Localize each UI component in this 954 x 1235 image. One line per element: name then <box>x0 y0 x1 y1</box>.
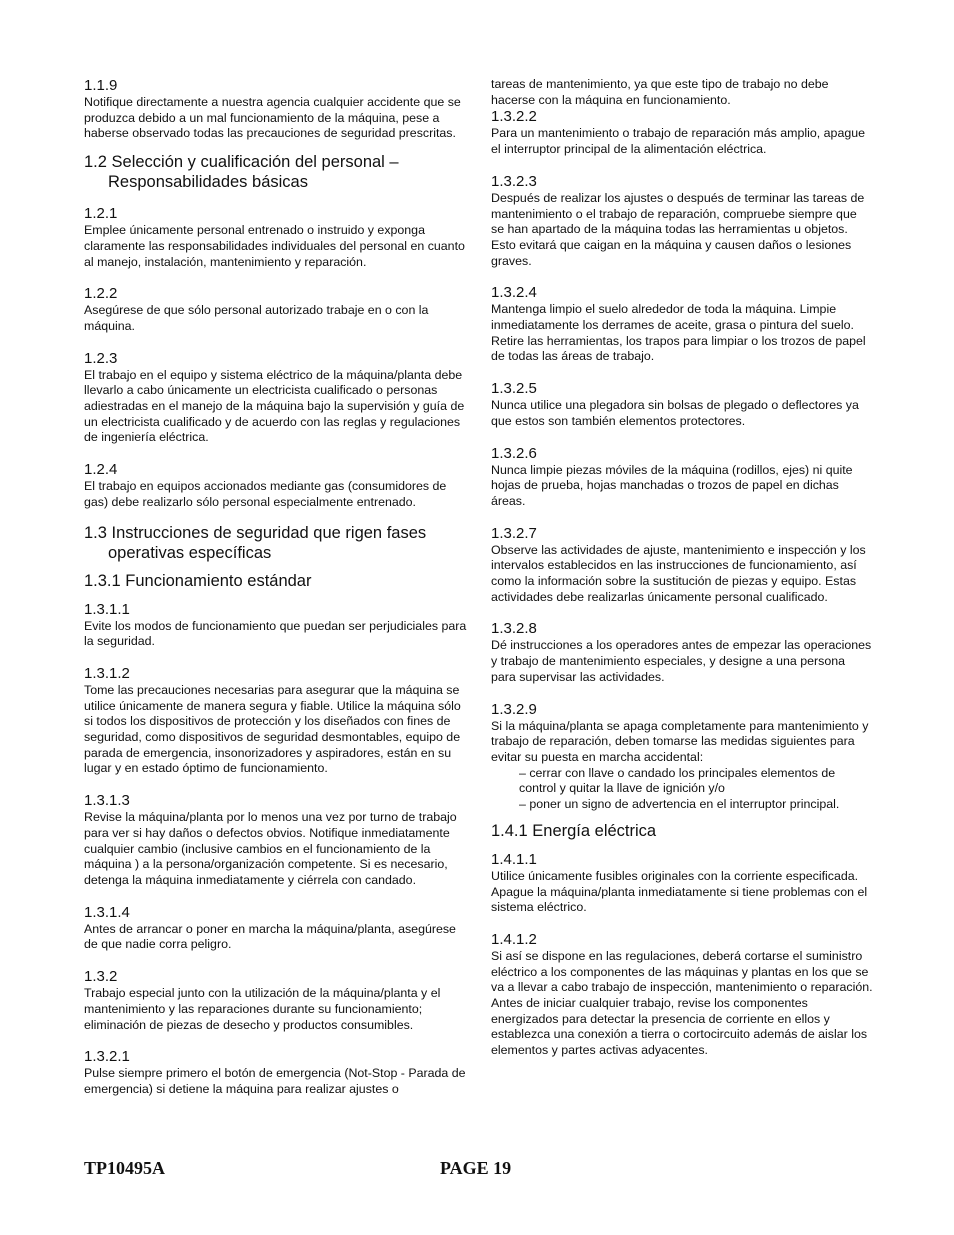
section-text: Asegúrese de que sólo personal autorizado trabaje en o con la máquina. <box>84 303 429 333</box>
section-number: 1.3.2.6 <box>491 444 537 462</box>
section-text: Mantenga limpio el suelo alrededor de toda la máquina. Limpie inmediatamente los derrames de aceite, grasa o pintura del suelo. Retire las herramientas, los trapos para limpiar o los trozos de papel de todas las áreas de trabajo. <box>491 302 866 364</box>
section-number: 1.3.2.1 <box>84 1048 130 1066</box>
section-text: Para un mantenimiento o trabajo de reparación más amplio, apague el interruptor principal de la alimentación eléctrica. <box>491 126 866 157</box>
section-text: Evite los modos de funcionamiento que puedan ser perjudiciales para la seguridad. <box>84 618 467 649</box>
section-text: Antes de arrancar o poner en marcha la máquina/planta, asegúrese de que nadie corra peligro. <box>84 921 456 952</box>
section-text: Revise la máquina/planta por lo menos una vez por turno de trabajo para ver si hay daños o defectos obvios. Notifique inmediatamente cualquier cambio (inclusive cambios en el funcionamiento de la máquina ) a la persona/organización competente. Si es necesario, detenga la máquina inmediatamente y ciérrela con candado. <box>84 810 457 887</box>
section-heading: 1.2 Selección y cualificación del personal – Responsabilidades básicas <box>84 153 399 192</box>
section-text: Observe las actividades de ajuste, mantenimiento e inspección y los intervalos establecidos en las instrucciones de funcionamiento, así como la información sobre la sustitución de piezas y equipo. Estas actividades debe realizarlas únicamente personal cualificado. <box>491 542 866 604</box>
section-number: 1.2.3 <box>84 349 118 367</box>
section-text: Si así se dispone en las regulaciones, deberá cortarse el suministro eléctrico a los componentes de las máquinas y plantas en los que se va a llevar a cabo trabajo de inspección, mantenimiento o reparación. Antes de iniciar cualquier trabajo, revise los componentes energizados para detectar la presencia de corriente en ellos y establezca una conexión a tierra o cortocircuito además de aislar los elementos y partes activas adyacentes. <box>491 948 873 1058</box>
section-text: Si la máquina/planta se apaga completamente para mantenimiento y trabajo de reparación, deben tomarse las medidas siguientes para evitar su puesta en marcha accidental: <box>491 718 869 764</box>
section-text: Pulse siempre primero el botón de emergencia (Not-Stop - Parada de emergencia) si detiene la máquina para realizar ajustes o <box>84 1066 466 1096</box>
subsection-heading: 1.4.1 Energía eléctrica <box>491 821 657 840</box>
document-id: TP10495A <box>84 1158 165 1178</box>
section-number: 1.3.2.3 <box>491 172 537 190</box>
section-number: 1.3.2.5 <box>491 380 537 398</box>
section-text: El trabajo en equipos accionados mediante gas (consumidores de gas) debe realizarlo sólo personal especialmente entrenado. <box>84 479 447 509</box>
section-number: 1.2.2 <box>84 285 118 303</box>
section-text: Tome las precauciones necesarias para asegurar que la máquina se utilice únicamente de manera segura y fiable. Utilice la máquina sólo si todos los dispositivos de protección y los diseñados con fines de seguridad, como dispositivos de seguridad desmontables, equipo de parada de emergencia, insonorizadores y aspiradores, están en su lugar y en estado óptimo de funcionamiento. <box>84 682 461 776</box>
section-text: Nunca utilice una plegadora sin bolsas de plegado o deflectores ya que estos son también elementos protectores. <box>491 398 859 428</box>
section-number: 1.3.1.3 <box>84 792 130 810</box>
section-number: 1.3.2.7 <box>491 524 537 542</box>
section-heading: 1.3 Instrucciones de seguridad que rigen fases operativas específicas <box>84 523 427 562</box>
section-number: 1.4.1.2 <box>491 930 537 948</box>
section-number: 1.3.2.4 <box>491 284 537 302</box>
section-number: 1.2.1 <box>84 205 118 223</box>
left-column <box>84 77 472 1098</box>
list-item: – cerrar con llave o candado los principales elementos de control y quitar la llave de ignición y/o <box>519 765 836 796</box>
page-number: PAGE 19 <box>440 1158 512 1178</box>
section-text: Después de realizar los ajustes o después de terminar las tareas de mantenimiento o el trabajo de reparación, compruebe siempre que se han apartado de la máquina todas las herramientas u objetos. Esto evitará que caigan en la máquina y causen daños o lesiones graves. <box>491 190 865 268</box>
section-text: Utilice únicamente fusibles originales con la corriente especificada. Apague la máquina/planta inmediatamente si tiene problemas con el sistema eléctrico. <box>491 868 868 915</box>
section-number: 1.3.1.1 <box>84 600 130 618</box>
section-text: Dé instrucciones a los operadores antes de empezar las operaciones y trabajo de mantenimiento especiales, y designe a una persona para supervisar las actividades. <box>491 638 872 684</box>
section-number: 1.3.2.8 <box>491 620 537 638</box>
section-text: Notifique directamente a nuestra agencia cualquier accidente que se produzca debido a un mal funcionamiento de la máquina, pese a haberse observado todas las precauciones de seguridad prescritas. <box>84 95 461 141</box>
section-text-continued: tareas de mantenimiento, ya que este tipo de trabajo no debe hacerse con la máquina en funcionamiento. <box>491 77 829 107</box>
section-number: 1.3.2 <box>84 968 118 986</box>
measures-list <box>491 766 873 813</box>
section-number: 1.2.4 <box>84 461 118 479</box>
section-number: 1.3.2.9 <box>491 700 537 718</box>
section-number: 1.4.1.1 <box>491 850 537 868</box>
right-column <box>491 77 873 1059</box>
section-text: Nunca limpie piezas móviles de la máquina (rodillos, ejes) ni quite hojas de prueba, hojas manchadas o trozos de papel en dichas áreas. <box>491 462 853 508</box>
list-item: – poner un signo de advertencia en el interruptor principal. <box>519 797 840 812</box>
section-text: Trabajo especial junto con la utilización de la máquina/planta y el mantenimiento y las reparaciones durante su funcionamiento; eliminación de piezas de desecho y productos consumibles. <box>84 986 441 1032</box>
section-text: Emplee únicamente personal entrenado o instruido y exponga claramente las responsabilidades individuales del personal en cuanto al manejo, instalación, mantenimiento y reparación. <box>84 223 465 269</box>
subsection-heading: 1.3.1 Funcionamiento estándar <box>84 571 312 590</box>
section-number: 1.3.2.2 <box>491 108 537 126</box>
section-number: 1.1.9 <box>84 77 118 94</box>
section-text: El trabajo en el equipo y sistema eléctrico de la máquina/planta debe llevarlo a cabo únicamente un electricista cualificado o personas adiestradas en el manejo de la máquina bajo la supervisión y guía de un electricista cualificado y de acuerdo con las reglas y regulaciones de ingeniería eléctrica. <box>84 367 465 445</box>
section-number: 1.3.1.4 <box>84 903 130 921</box>
section-number: 1.3.1.2 <box>84 664 130 682</box>
